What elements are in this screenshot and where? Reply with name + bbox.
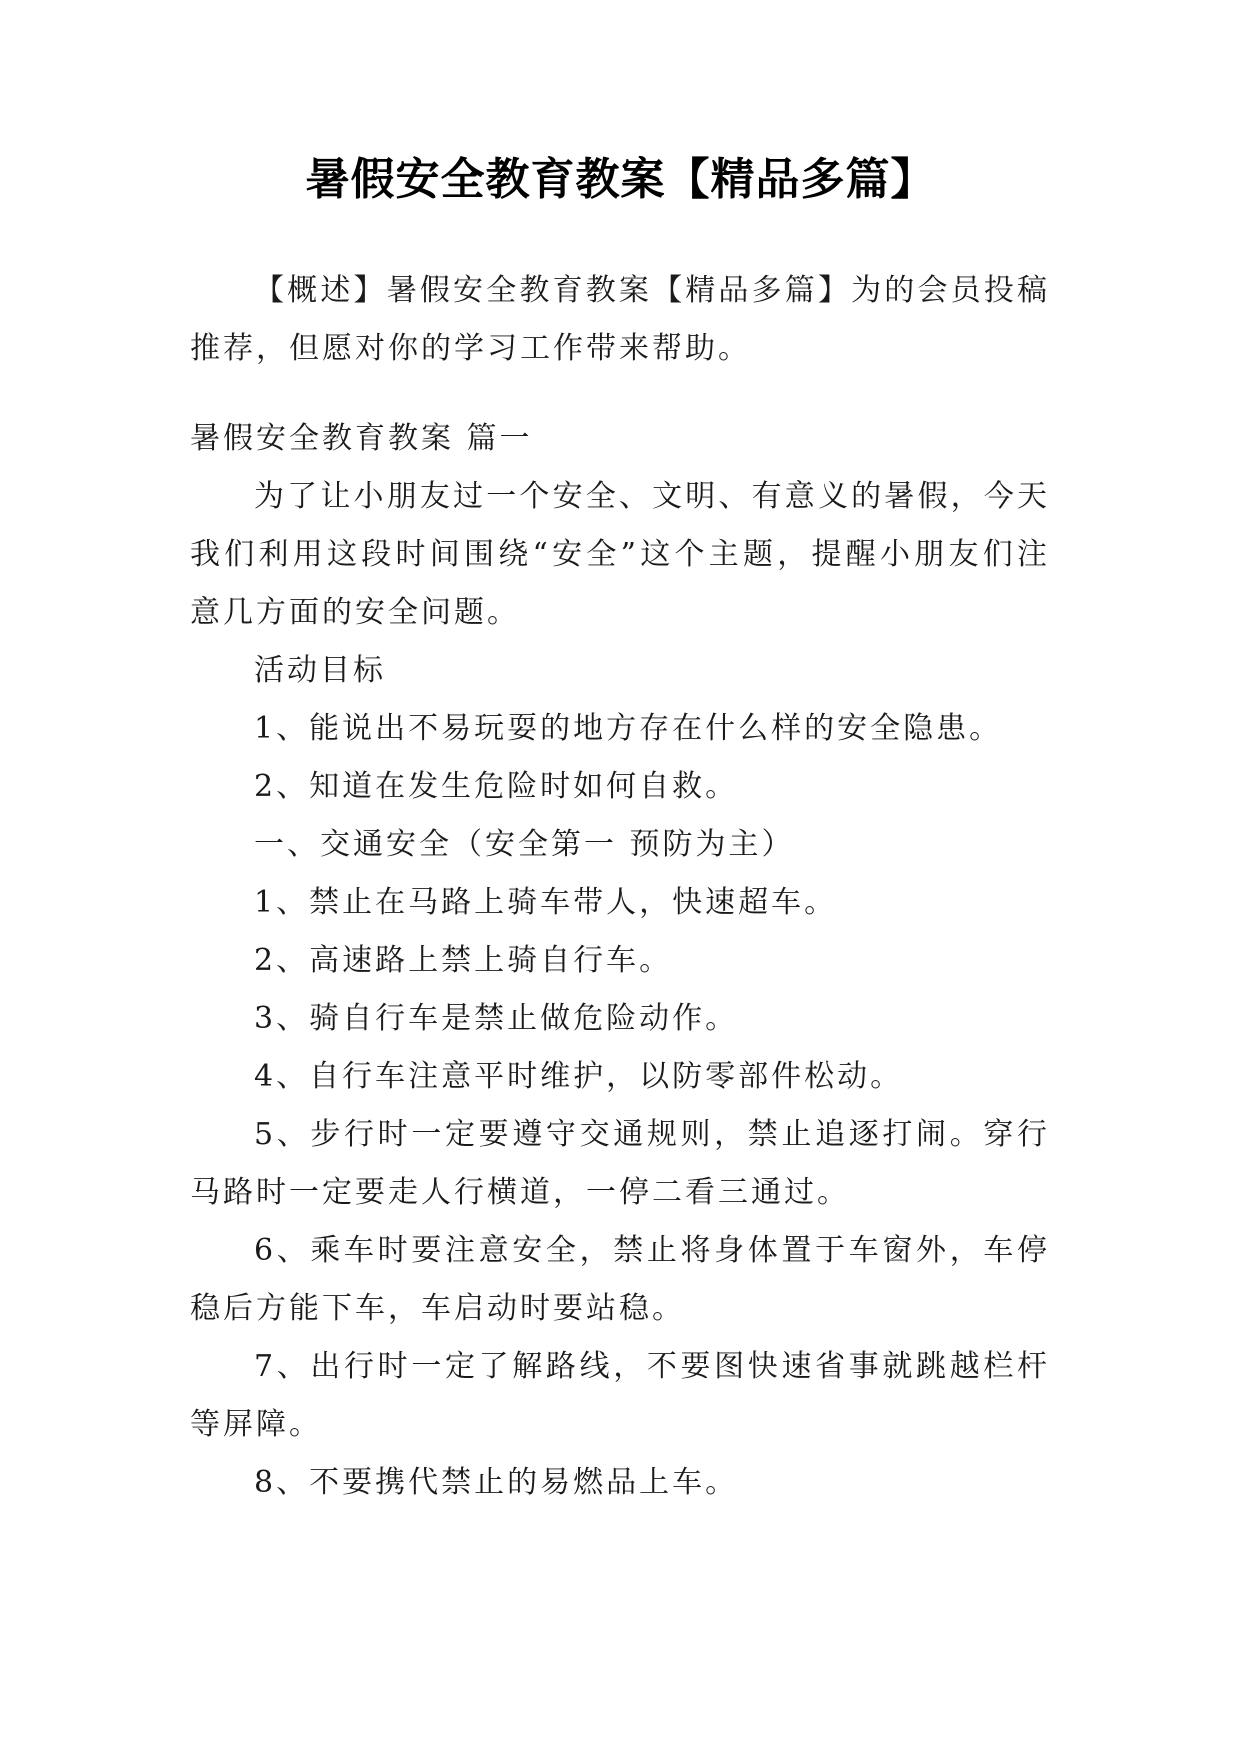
traffic-rule-3: 3、骑自行车是禁止做危险动作。 [254,1001,739,1036]
traffic-rule-6: 6、乘车时要注意安全，禁止将身体置于车窗外，车停稳后方能下车，车启动时要站稳。 [190,1233,1050,1326]
section-heading: 暑假安全教育教案 篇一 [190,421,533,456]
traffic-rule-1: 1、禁止在马路上骑车带人，快速超车。 [254,885,838,920]
main-content [190,410,1050,1512]
traffic-rule-7: 7、出行时一定了解路线，不要图快速省事就跳越栏杆等屏障。 [190,1349,1050,1442]
traffic-rule-2: 2、高速路上禁上骑自行车。 [254,943,673,978]
document-title: 暑假安全教育教案【精品多篇】 [305,154,936,205]
summary-paragraph: 【概述】暑假安全教育教案【精品多篇】为的会员投稿推荐，但愿对你的学习工作带来帮助。 [190,273,1050,366]
goal-item-2: 2、知道在发生危险时如何自救。 [254,769,739,804]
traffic-rule-8: 8、不要携代禁止的易燃品上车。 [254,1465,739,1500]
intro-paragraph: 为了让小朋友过一个安全、文明、有意义的暑假，今天我们利用这段时间围绕“安全”这个主题，提醒小朋友们注意几方面的安全问题。 [190,479,1050,630]
summary-block [190,262,1050,378]
goals-heading: 活动目标 [254,653,386,688]
traffic-rule-5: 5、步行时一定要遵守交通规则，禁止追逐打闹。穿行马路时一定要走人行横道，一停二看三通过。 [190,1117,1050,1210]
goal-item-1: 1、能说出不易玩耍的地方存在什么样的安全隐患。 [254,711,1003,746]
traffic-rule-4: 4、自行车注意平时维护，以防零部件松动。 [254,1059,904,1094]
traffic-safety-heading: 一、交通安全（安全第一 预防为主） [254,827,795,862]
